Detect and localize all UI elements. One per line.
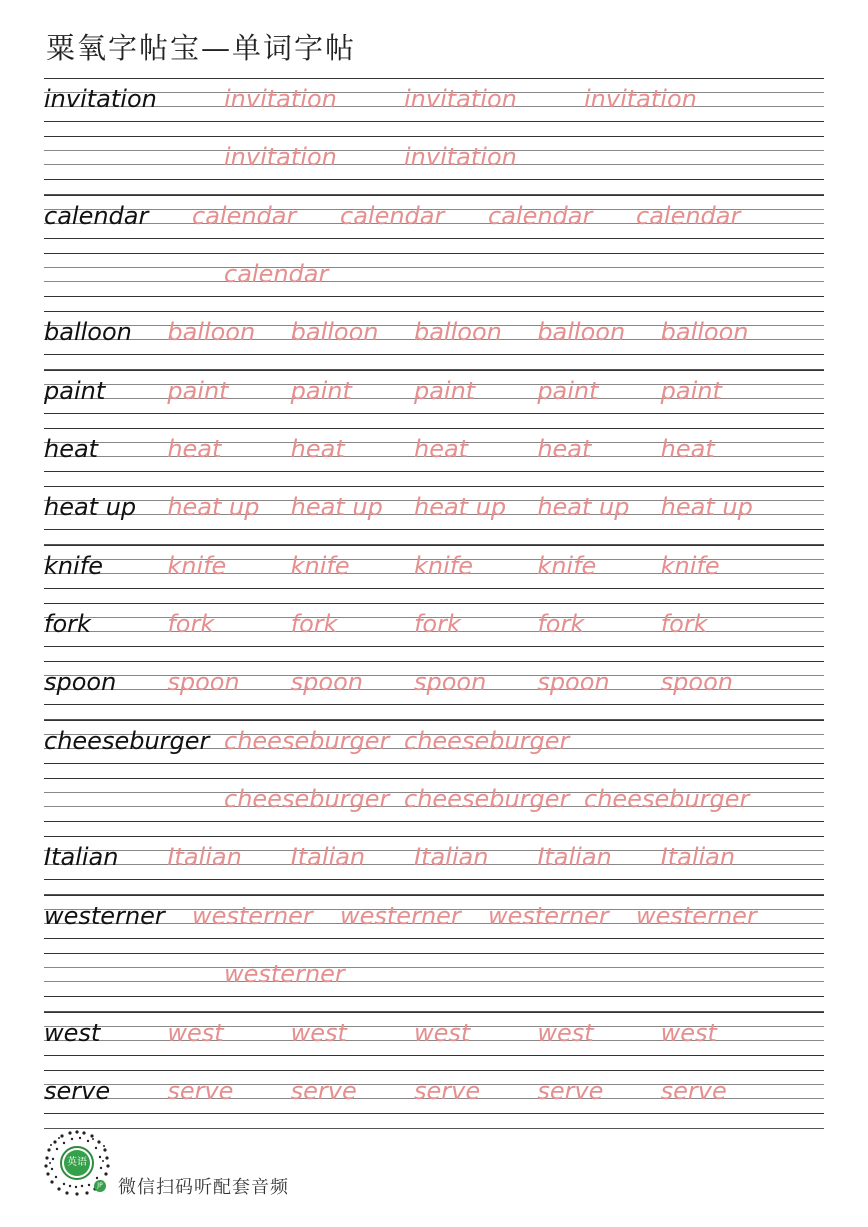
trace-word: invitation	[404, 143, 517, 172]
trace-word: invitation	[584, 85, 697, 113]
trace-word: fork	[290, 610, 338, 639]
practice-row	[44, 953, 824, 1011]
trace-word: invitation	[224, 85, 337, 113]
trace-word: paint	[167, 376, 229, 405]
trace-word: heat up	[167, 493, 260, 522]
trace-word: cheeseburger	[404, 726, 570, 755]
model-word: west	[44, 1018, 101, 1047]
trace-word: cheeseburger	[584, 785, 750, 814]
trace-word: Italian	[167, 843, 242, 872]
trace-word: heat up	[660, 493, 753, 522]
trace-word: balloon	[167, 318, 256, 347]
row-words	[44, 491, 824, 523]
trace-word: calendar	[192, 201, 297, 230]
trace-word: fork	[413, 610, 461, 639]
trace-word: fork	[167, 610, 215, 639]
model-word: invitation	[44, 85, 157, 113]
trace-word: serve	[167, 1076, 234, 1105]
trace-word: spoon	[660, 668, 733, 697]
practice-row	[44, 1012, 824, 1070]
trace-word: fork	[537, 610, 585, 639]
trace-word: heat up	[537, 493, 630, 522]
model-word: heat	[44, 435, 99, 464]
trace-word: knife	[167, 551, 227, 580]
row-words	[44, 550, 824, 582]
trace-word: heat up	[413, 493, 507, 522]
trace-word: balloon	[290, 318, 379, 347]
model-word: fork	[44, 610, 91, 639]
trace-word: westerner	[488, 901, 609, 930]
model-word: knife	[44, 551, 103, 580]
trace-word: serve	[290, 1076, 357, 1105]
qr-code[interactable]	[42, 1128, 112, 1198]
trace-word: west	[413, 1018, 471, 1047]
row-words	[44, 783, 824, 815]
trace-word: cheeseburger	[224, 785, 390, 814]
practice-row	[44, 486, 824, 544]
row-words	[44, 83, 824, 115]
trace-word: serve	[660, 1076, 727, 1105]
trace-word: Italian	[537, 843, 612, 872]
trace-word: calendar	[636, 201, 741, 230]
trace-word: spoon	[537, 668, 610, 697]
trace-word: knife	[290, 551, 350, 580]
model-word: balloon	[44, 318, 132, 347]
trace-word: invitation	[224, 143, 337, 172]
practice-sheet	[44, 78, 824, 1128]
model-word: paint	[44, 376, 106, 405]
trace-word: serve	[537, 1076, 604, 1105]
practice-row	[44, 253, 824, 311]
trace-word: calendar	[488, 201, 593, 230]
row-words	[44, 200, 824, 232]
trace-word: spoon	[290, 668, 363, 697]
row-words	[44, 1017, 824, 1049]
practice-row	[44, 370, 824, 428]
trace-word: heat up	[290, 493, 383, 522]
model-word: westerner	[44, 901, 165, 930]
model-word: Italian	[44, 843, 119, 872]
trace-word: heat	[537, 435, 592, 464]
audio-caption: 微信扫码听配套音频	[118, 1177, 289, 1198]
practice-row	[44, 778, 824, 836]
row-words	[44, 958, 824, 990]
practice-row	[44, 78, 824, 136]
trace-word: calendar	[340, 201, 445, 230]
practice-row	[44, 720, 824, 778]
model-word: spoon	[44, 668, 117, 697]
row-words	[44, 666, 824, 698]
trace-word: heat	[413, 435, 469, 464]
row-words	[44, 316, 824, 348]
trace-word: balloon	[537, 318, 626, 347]
trace-word: west	[290, 1018, 347, 1047]
row-words	[44, 900, 824, 932]
practice-row	[44, 661, 824, 719]
practice-row	[44, 428, 824, 486]
qr-mark-label: JP	[97, 1182, 103, 1189]
trace-word: paint	[537, 376, 599, 405]
trace-word: west	[537, 1018, 594, 1047]
trace-word: fork	[660, 610, 708, 639]
trace-word: heat	[167, 435, 222, 464]
model-word: cheeseburger	[44, 726, 210, 755]
trace-word: paint	[290, 376, 352, 405]
trace-word: heat	[660, 435, 715, 464]
trace-word: knife	[660, 551, 720, 580]
row-words	[44, 433, 824, 465]
model-word: serve	[44, 1076, 111, 1105]
trace-word: balloon	[660, 318, 749, 347]
trace-word: knife	[537, 551, 597, 580]
trace-word: Italian	[290, 843, 366, 872]
row-words	[44, 375, 824, 407]
trace-word: heat	[290, 435, 345, 464]
row-words	[44, 841, 824, 873]
trace-word: balloon	[413, 318, 502, 347]
row-words	[44, 141, 824, 173]
trace-word: Italian	[413, 843, 489, 872]
trace-word: westerner	[636, 901, 757, 930]
practice-row	[44, 195, 824, 253]
row-words	[44, 608, 824, 640]
practice-row	[44, 603, 824, 661]
row-words	[44, 725, 824, 757]
model-word: heat up	[44, 493, 137, 522]
trace-word: westerner	[224, 960, 345, 989]
trace-word: westerner	[340, 901, 461, 930]
trace-word: Italian	[660, 843, 736, 872]
trace-word: cheeseburger	[224, 726, 390, 755]
model-word: calendar	[44, 201, 149, 230]
trace-word: west	[167, 1018, 224, 1047]
qr-badge-label: 英语	[67, 1157, 87, 1168]
practice-row	[44, 545, 824, 603]
practice-row	[44, 895, 824, 953]
trace-word: cheeseburger	[404, 785, 570, 814]
trace-word: spoon	[413, 668, 487, 697]
row-words	[44, 1075, 824, 1107]
trace-word: serve	[413, 1076, 481, 1105]
trace-word: knife	[413, 551, 473, 580]
trace-word: west	[660, 1018, 717, 1047]
row-words	[44, 258, 824, 290]
practice-row	[44, 1070, 824, 1128]
practice-row	[44, 136, 824, 194]
trace-word: invitation	[404, 85, 517, 113]
trace-word: calendar	[224, 260, 329, 289]
practice-row	[44, 836, 824, 894]
trace-word: spoon	[167, 668, 240, 697]
page-title: 粟氧字帖宝—单词字帖	[46, 31, 357, 65]
trace-word: paint	[413, 376, 476, 405]
practice-row	[44, 311, 824, 369]
trace-word: westerner	[192, 901, 313, 930]
trace-word: paint	[660, 376, 722, 405]
